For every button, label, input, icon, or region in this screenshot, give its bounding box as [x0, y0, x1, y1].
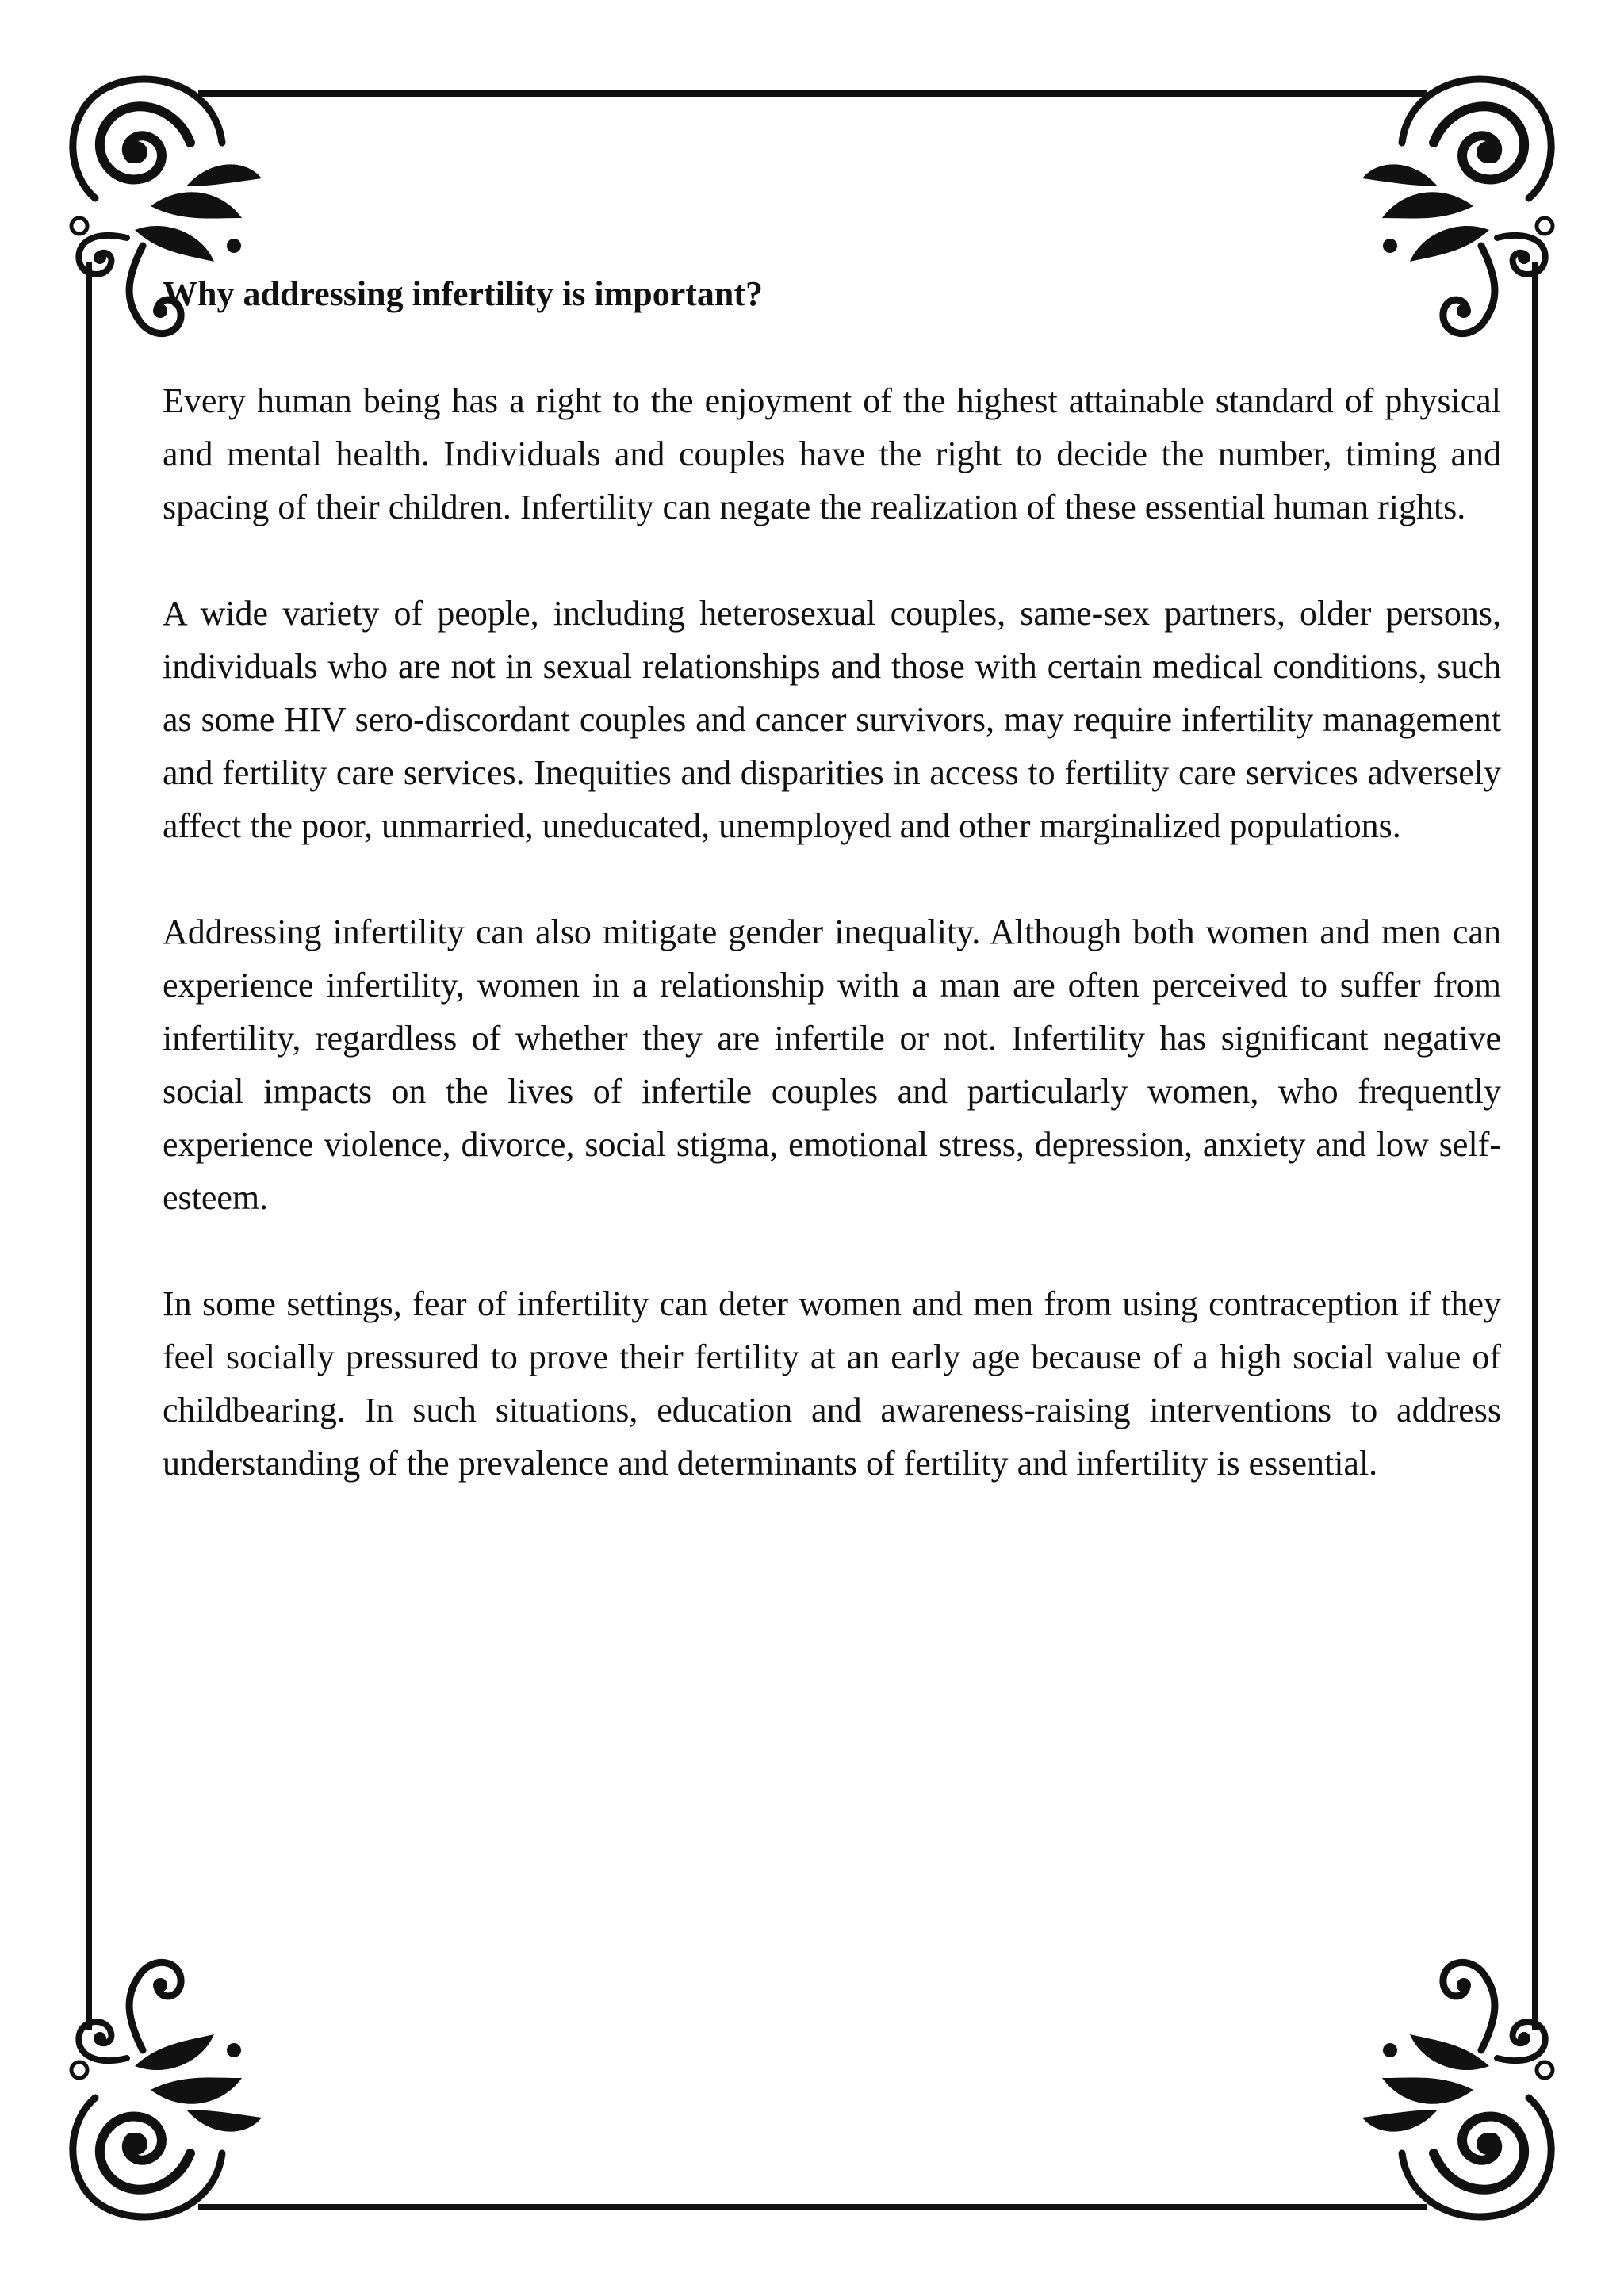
corner-ornament-bottom-right-icon: [1362, 1962, 1553, 2217]
document-body: [163, 268, 1501, 1543]
corner-ornament-bottom-left-icon: [71, 1962, 262, 2217]
paragraph-gender-inequality: Addressing infertility can also mitigate gender inequality. Although both women and men can experience infertility, women in a relationship with a man are often perceived to suffer from infertility, regardless of whether they are infertile or not. Infertility has significant negative social impacts on the lives of infertile couples and particularly women, who frequently experience violence, divorce, social stigma, emotional stress, depression, anxiety and low self-esteem.: [163, 913, 1501, 1217]
document-heading: Why addressing infertility is important?: [163, 274, 764, 313]
paragraph-contraception-fear: In some settings, fear of infertility can deter women and men from using contraception if they feel socially pressured to prove their fertility at an early age because of a high social value of childbearing. In such situations, education and awareness-raising interventions to address understanding of the prevalence and determinants of fertility and infertility is essential.: [163, 1284, 1501, 1483]
paragraph-who-needs-care: A wide variety of people, including heterosexual couples, same-sex partners, older persons, individuals who are not in sexual relationships and those with certain medical conditions, such as some HIV sero-discordant couples and cancer survivors, may require infertility management and fertility care services. Inequities and disparities in access to fertility care services adversely affect the poor, unmarried, uneducated, unemployed and other marginalized populations.: [163, 594, 1501, 845]
paragraph-human-rights: Every human being has a right to the enjoyment of the highest attainable standard of physical and mental health. Individuals and couples have the right to decide the number, timing and spacing of their children. Infertility can negate the realization of these essential human rights.: [163, 381, 1501, 526]
